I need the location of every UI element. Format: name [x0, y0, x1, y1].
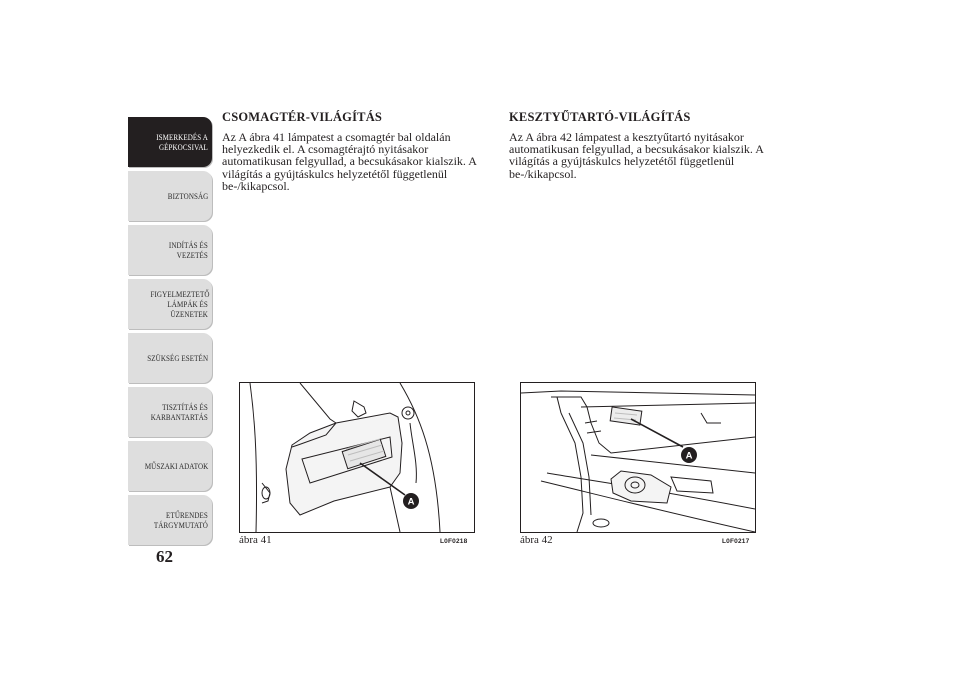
figure-41-caption: ábra 41 — [239, 534, 272, 546]
section-body: Az A ábra 41 lámpatest a csomagtér bal oldalán helyezkedik el. A csomagtérajtó nyitásakor automatikusan felgyullad, a becsukásakor kialszik. A világítás a gyújtáskulcs helyzetétől függetlenül be-/kikapcsol. — [222, 130, 477, 193]
tab-targymutato[interactable] — [128, 495, 212, 545]
trunk-lamp-drawing — [240, 383, 474, 532]
section-body: Az A ábra 42 lámpatest a kesztyűtartó nyitásakor automatikusan felgyullad, a becsukásakor kialszik. A világítás a gyújtáskulcs helyzetétől függetlenül be-/kikapcsol. — [509, 130, 764, 181]
tab-figyelmezteto[interactable] — [128, 279, 212, 329]
figure-42-caption: ábra 42 — [520, 534, 553, 546]
tab-biztonsag[interactable] — [128, 171, 212, 221]
glovebox-lamp-drawing — [521, 383, 755, 532]
tab-label: ISMERKEDÉS A GÉPKOCSIVAL — [156, 132, 208, 152]
tab-label: TISZTÍTÁS ÉS KARBANTARTÁS — [150, 402, 208, 422]
tab-muszaki[interactable] — [128, 441, 212, 491]
tab-szukseg[interactable] — [128, 333, 212, 383]
section-title: KESZTYŰTARTÓ-VILÁGÍTÁS — [509, 110, 691, 124]
tab-label: MŰSZAKI ADATOK — [144, 461, 208, 471]
marker-a: A — [407, 496, 415, 508]
tab-label: FIGYELMEZTETŐ LÁMPÁK ÉS ÜZENETEK — [150, 289, 210, 319]
section-title: CSOMAGTÉR-VILÁGÍTÁS — [222, 110, 383, 124]
tab-label: SZÜKSÉG ESETÉN — [147, 353, 208, 363]
tab-tisztitas[interactable] — [128, 387, 212, 437]
page-number: 62 — [156, 547, 173, 566]
left-section — [222, 110, 484, 192]
figure-41-illustration — [239, 382, 475, 533]
tab-label: ETŰRENDES TÁRGYMUTATÓ — [153, 510, 208, 530]
right-section — [509, 110, 771, 180]
figure-42-code: L0F0217 — [722, 538, 750, 545]
tab-label: BIZTONSÁG — [167, 191, 208, 201]
tab-ismerkedes[interactable] — [128, 117, 212, 167]
figure-41-code: L0F0218 — [440, 538, 468, 545]
tab-label: INDÍTÁS ÉS VEZETÉS — [168, 240, 208, 260]
marker-a: A — [685, 450, 693, 462]
figure-42-illustration — [520, 382, 756, 533]
tab-inditas[interactable] — [128, 225, 212, 275]
